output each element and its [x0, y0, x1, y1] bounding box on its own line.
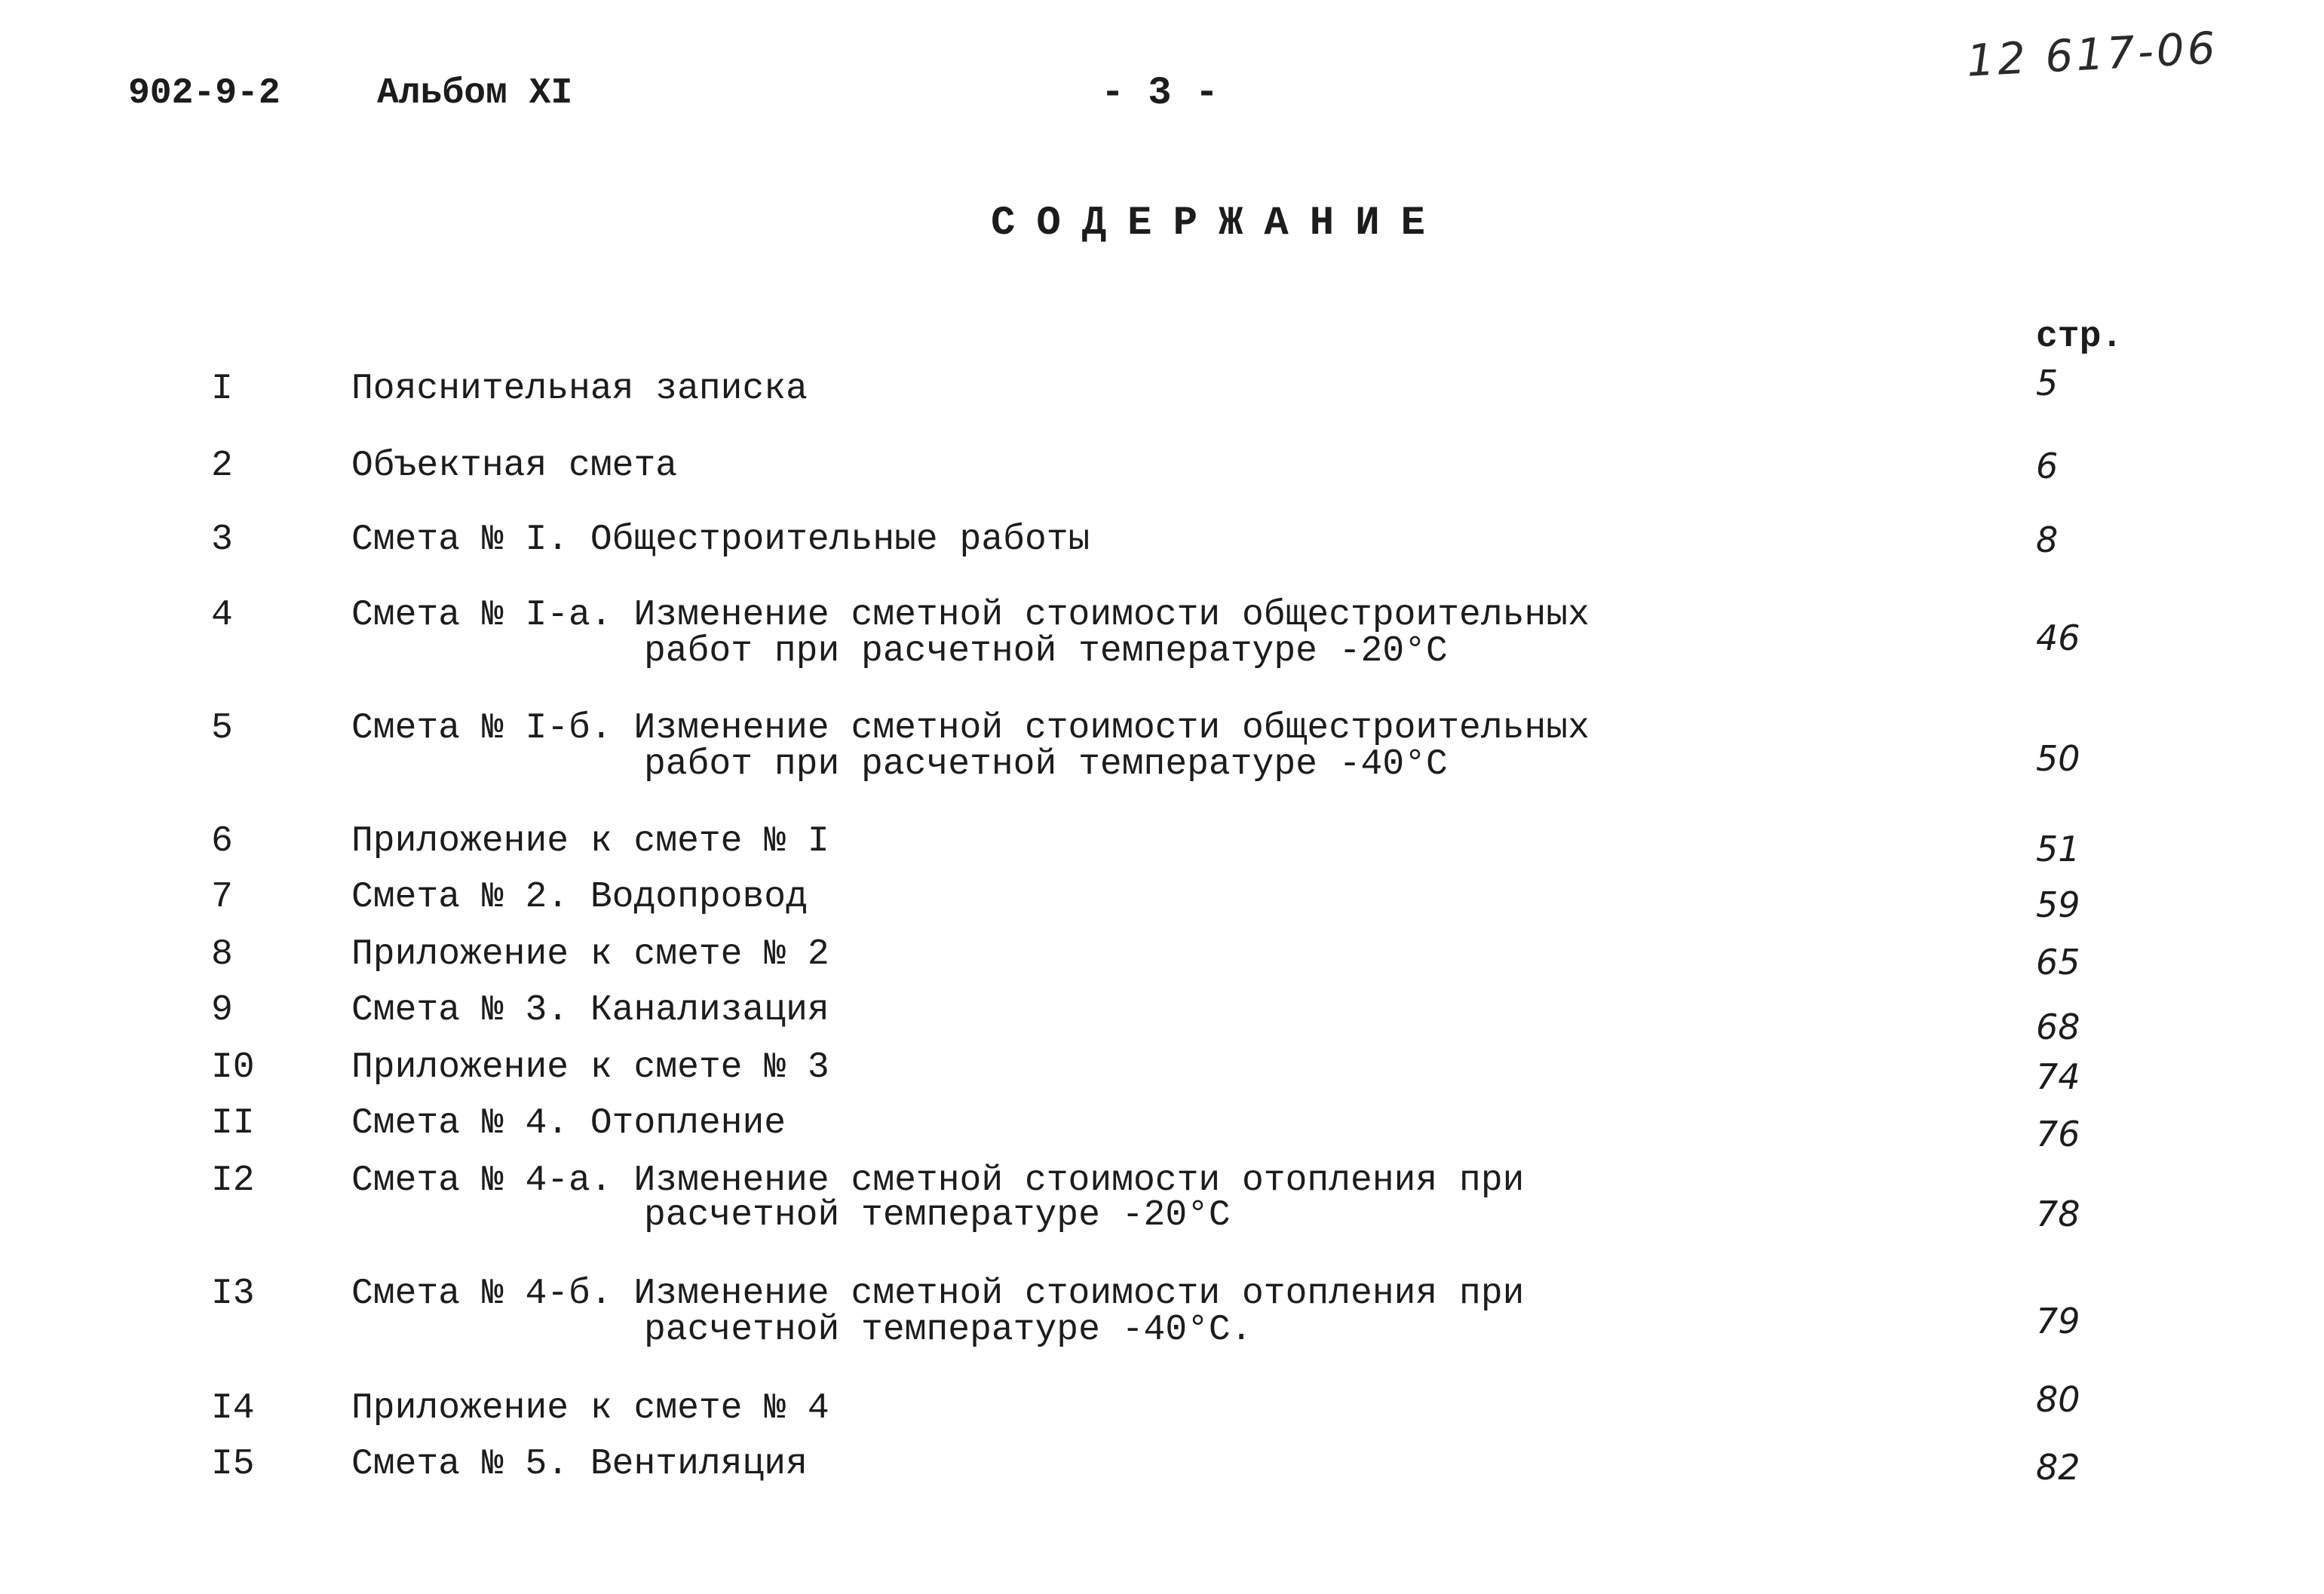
entry-page: 82: [2036, 1447, 2080, 1488]
entry-title: Смета № 3. Канализация: [351, 990, 829, 1031]
entry-page: 76: [2036, 1114, 2080, 1154]
entry-page: 68: [2036, 1007, 2080, 1047]
document-code: 902-9-2: [128, 73, 281, 114]
entry-number: 9: [211, 990, 233, 1031]
entry-page: 51: [2036, 829, 2080, 869]
entry-title: Смета № 4-б. Изменение сметной стоимости отопления при: [351, 1274, 1525, 1314]
entry-title: Смета № I. Общестроительные работы: [351, 520, 1090, 560]
album-label: Альбом XI: [377, 73, 573, 114]
entry-title-continued: работ при расчетной температуре -20°С: [644, 631, 1448, 672]
entry-number: 5: [211, 708, 233, 749]
page-column-label: стр.: [2036, 317, 2123, 357]
entry-title: Смета № 5. Вентиляция: [351, 1444, 808, 1485]
entry-number: 6: [211, 821, 233, 862]
entry-title: Пояснительная записка: [351, 369, 808, 409]
entry-page: 6: [2036, 446, 2059, 486]
entry-page: 74: [2036, 1056, 2080, 1097]
entry-title-continued: расчетной температуре -40°С.: [644, 1310, 1252, 1350]
entry-page: 50: [2036, 738, 2080, 779]
entry-number: I0: [211, 1047, 255, 1088]
entry-title: Смета № 2. Водопровод: [351, 877, 808, 918]
entry-number: I2: [211, 1160, 255, 1201]
entry-number: I5: [211, 1444, 255, 1485]
entry-title: Смета № 4-а. Изменение сметной стоимости отопления при: [351, 1160, 1525, 1201]
entry-page: 78: [2036, 1194, 2080, 1234]
entry-page: 46: [2036, 618, 2080, 658]
entry-title-continued: расчетной температуре -20°С: [644, 1195, 1231, 1236]
handwritten-inventory-number: 12 617-06: [1965, 22, 2220, 87]
entry-number: I: [211, 369, 233, 409]
entry-title: Объектная смета: [351, 446, 678, 486]
entry-page: 65: [2036, 942, 2080, 982]
entry-number: 8: [211, 934, 233, 975]
entry-number: 7: [211, 877, 233, 918]
entry-title-continued: работ при расчетной температуре -40°С: [644, 744, 1448, 785]
entry-number: 2: [211, 446, 233, 486]
entry-title: Приложение к смете № I: [351, 821, 829, 862]
entry-page: 5: [2036, 363, 2059, 403]
entry-page: 79: [2036, 1301, 2080, 1341]
entry-title: Смета № I-б. Изменение сметной стоимости общестроительных: [351, 708, 1590, 749]
entry-number: 4: [211, 595, 233, 636]
entry-number: II: [211, 1103, 255, 1144]
entry-number: 3: [211, 520, 233, 560]
entry-title: Приложение к смете № 2: [351, 934, 829, 975]
page-number: - 3 -: [1101, 71, 1219, 115]
entry-page: 80: [2036, 1379, 2080, 1420]
entry-title: Смета № I-а. Изменение сметной стоимости общестроительных: [351, 595, 1590, 636]
page-title: СОДЕРЖАНИЕ: [990, 201, 1447, 247]
entry-title: Смета № 4. Отопление: [351, 1103, 786, 1144]
entry-title: Приложение к смете № 3: [351, 1047, 829, 1088]
entry-title: Приложение к смете № 4: [351, 1388, 829, 1429]
entry-number: I4: [211, 1388, 255, 1429]
entry-page: 59: [2036, 884, 2080, 925]
entry-number: I3: [211, 1274, 255, 1314]
entry-page: 8: [2036, 520, 2059, 560]
